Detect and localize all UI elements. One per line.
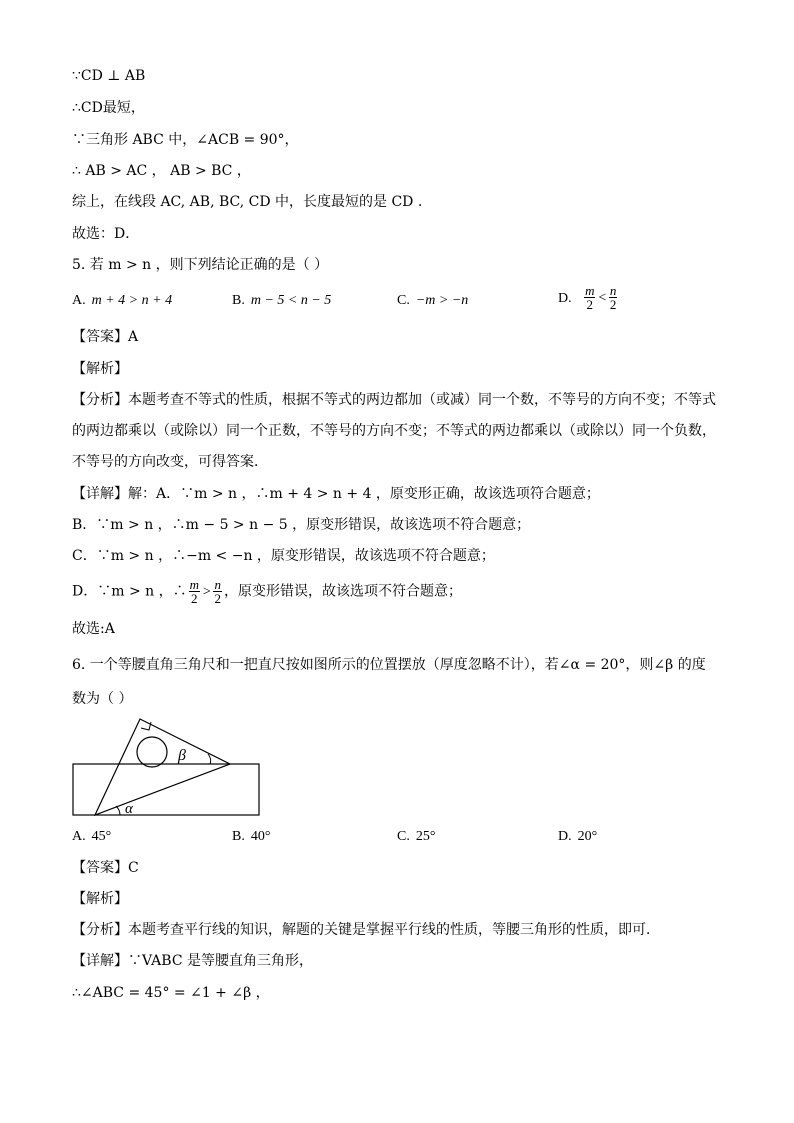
greater-than-sign: >: [202, 584, 212, 600]
option-text: 25°: [415, 829, 436, 844]
q5-option-c: [397, 290, 468, 311]
detail-d-suffix: ，原变形错误，故该选项不符合题意；: [223, 583, 462, 600]
triangle-ruler-figure: [70, 714, 270, 820]
q5-analysis-heading: 【解析】: [72, 361, 128, 377]
q5-selection: 故选:A: [72, 621, 115, 637]
option-text: 45°: [91, 829, 112, 844]
q5-analysis-3: 不等号的方向改变，可得答案．: [72, 454, 268, 470]
q5-detail-d: [72, 578, 462, 605]
q6-answer: 【答案】C: [72, 860, 139, 876]
option-label: B.: [232, 293, 245, 308]
option-text: 20°: [577, 829, 598, 844]
ruler-rectangle: [73, 764, 259, 815]
option-label: C.: [397, 293, 410, 308]
q6-option-a: [72, 826, 111, 847]
question-5-stem: 5. 若 m > n ，则下列结论正确的是（ ）: [72, 257, 329, 273]
option-label: D.: [558, 290, 572, 306]
q6-option-b: [232, 826, 270, 847]
text-line-3: ∵三角形 ABC 中，∠ACB = 90°，: [72, 132, 299, 148]
option-label: D.: [558, 829, 572, 844]
q5-option-a: [72, 290, 172, 311]
fraction-m-over-2: $\frac{m}{2}$: [585, 283, 595, 312]
q5-answer: 【答案】A: [72, 329, 139, 345]
q5-option-b: [232, 290, 331, 311]
q5-analysis-1: 【分析】本题考查不等式的性质，根据不等式的两边都加（或减）同一个数，不等号的方向不变；不等式: [72, 392, 716, 408]
q6-option-d: [558, 826, 597, 847]
beta-label: β: [178, 747, 186, 764]
question-6-stem-1: 6. 一个等腰直角三角尺和一把直尺按如图所示的位置摆放（厚度忽略不计），若∠α = 20°，则∠β 的度: [72, 657, 706, 673]
text-line-4: ∴ AB > AC ， AB > BC ，: [72, 163, 251, 179]
option-text: m + 4 > n + 4: [91, 293, 173, 308]
q5-detail-c: C．∵m > n ，∴−m < −n ，原变形错误，故该选项不符合题意；: [72, 548, 495, 564]
option-text: 40°: [250, 829, 271, 844]
detail-d-prefix: D．∵m > n ，∴: [72, 583, 187, 600]
alpha-label: α: [125, 801, 133, 817]
option-label: B.: [232, 829, 245, 844]
option-label: A.: [72, 829, 86, 844]
q5-detail-a: 【详解】解：A．∵m > n ，∴m + 4 > n + 4 ，原变形正确，故该选项符合题意；: [72, 486, 600, 502]
beta-angle-arc: [208, 754, 211, 764]
alpha-angle-arc: [116, 806, 120, 815]
text-line-1: ∵CD ⊥ AB: [72, 68, 146, 84]
option-text: −m > −n: [415, 293, 469, 308]
fraction-m-over-2: $\frac{m}{2}$: [189, 577, 199, 606]
question-6-stem-2: 数为（ ）: [72, 691, 133, 707]
text-line-5: 综上，在线段 AC, AB, BC, CD 中，长度最短的是 CD .: [72, 194, 423, 210]
q5-detail-b: B．∵m > n ，∴m − 5 > n − 5 ，原变形错误，故该选项不符合题意；: [72, 517, 531, 533]
text-line-2: ∴CD最短，: [72, 100, 145, 116]
q6-detail-2: ∴∠ABC = 45° = ∠1 + ∠β ，: [72, 985, 270, 1001]
q6-analysis-heading: 【解析】: [72, 891, 128, 907]
q5-option-d: [558, 284, 619, 311]
less-than-sign: <: [597, 290, 607, 306]
q5-analysis-2: 的两边都乘以（或除以）同一个正数，不等号的方向不变；不等式的两边都乘以（或除以）同一个负数，: [72, 423, 716, 439]
right-triangle: [95, 719, 230, 815]
q6-detail-1: 【详解】∵VABC 是等腰直角三角形，: [72, 953, 313, 969]
triangle-hole-circle: [137, 737, 167, 767]
option-label: A.: [72, 293, 86, 308]
option-label: C.: [397, 829, 410, 844]
text-line-6: 故选：D．: [72, 226, 140, 242]
q6-analysis: 【分析】本题考查平行线的知识，解题的关键是掌握平行线的性质，等腰三角形的性质，即可．: [72, 922, 660, 938]
fraction-n-over-2: $\frac{n}{2}$: [214, 577, 221, 606]
option-text: m − 5 < n − 5: [250, 293, 332, 308]
fraction-n-over-2: $\frac{n}{2}$: [609, 283, 617, 312]
q6-option-c: [397, 826, 435, 847]
